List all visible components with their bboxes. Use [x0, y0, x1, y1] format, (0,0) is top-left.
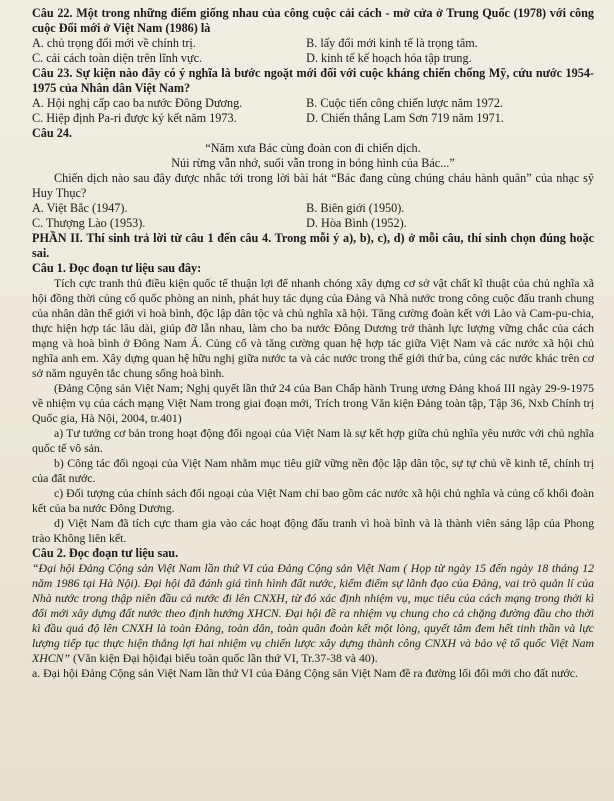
part-2-heading: PHẦN II. Thí sinh trả lời từ câu 1 đến câu 4. Trong mỗi ý a), b), c), d) ở mỗi câu, thí sinh chọn đúng hoặc sai.	[32, 231, 594, 260]
option-22-c: C. cải cách toàn diện trên lĩnh vực.	[32, 51, 203, 65]
question-22-options-row-1	[32, 36, 594, 51]
part-2-question-1-statement-d: d) Việt Nam đã tích cực tham gia vào các hoạt động đấu tranh vì hoà bình và là thành viên sáng lập của Phong trào Không liên kết.	[32, 516, 594, 545]
question-23	[32, 66, 594, 96]
part-2-question-1-label: Câu 1. Đọc đoạn tư liệu sau đây:	[32, 261, 202, 275]
option-24-d: D. Hòa Bình (1952).	[306, 216, 407, 230]
part-2-question-2-passage	[32, 561, 594, 666]
part-2-question-2-statement-a: a. Đại hội Đảng Cộng sản Việt Nam lần thứ VI của Đảng Cộng sản Việt Nam đề ra đường lối đổi mới cho đất nước.	[32, 666, 578, 680]
question-23-options-row-1	[32, 96, 594, 111]
part-2-question-2-source: (Văn kiện Đại hộiđại biểu toàn quốc lần thứ VI, Tr.37-38 và 40).	[70, 651, 378, 665]
question-23-options-row-2	[32, 111, 594, 126]
part-2-question-1-source: (Đảng Cộng sản Việt Nam; Nghị quyết lần thứ 24 của Ban Chấp hành Trung ương Đảng khoá III ngày 29-9-1975 về nhiệm vụ của cách mạng Việt Nam trong giai đoạn mới, Trích trong Văn kiện Đảng toàn tập, Tập 36, Nxb Chính trị Quốc gia, Hà Nội, 2004, tr.401)	[32, 381, 594, 425]
option-24-c: C. Thượng Lào (1953).	[32, 216, 146, 230]
option-23-d: D. Chiến thắng Lam Sơn 719 năm 1971.	[306, 111, 504, 125]
part-2-question-1-statement-b: b) Công tác đối ngoại của Việt Nam nhằm mục tiêu giữ vững nền độc lập dân tộc, sự tự chủ về kinh tế, chính trị của đất nước.	[32, 456, 594, 485]
question-22	[32, 6, 594, 36]
part-2-question-1-statement-a: a) Tư tưởng cơ bản trong hoạt động đối ngoại của Việt Nam là sự kết hợp giữa chủ nghĩa yêu nước với chủ nghĩa quốc tế vô sản.	[32, 426, 594, 455]
question-22-options-row-2	[32, 51, 594, 66]
option-22-d: D. kinh tế kế hoạch hóa tập trung.	[306, 51, 472, 65]
question-23-stem: Câu 23. Sự kiện nào đây có ý nghĩa là bước ngoặt mới đối với cuộc kháng chiến chống Mỹ, cứu nước 1954-1975 của Nhân dân Việt Nam?	[32, 66, 594, 95]
part-2-question-1-statement-c: c) Đối tượng của chính sách đối ngoại của Việt Nam chỉ bao gồm các nước xã hội chủ nghĩa và củng cố khối đoàn kết của ba nước Đông Dương.	[32, 486, 594, 515]
question-24-options-row-2	[32, 216, 594, 231]
question-24-options-row-1	[32, 201, 594, 216]
part-2-question-1-passage: Tích cực tranh thủ điều kiện quốc tế thuận lợi để nhanh chóng xây dựng cơ sở vật chất kĩ thuật của chủ nghĩa xã hội đồng thời củng cố quốc phòng an ninh, phát huy tác dụng của Đảng và Nhà nước trong công cuộc đấu tranh chung của nhân dân thế giới vì hoà bình, độc lập dân tộc và chủ nghĩa xã hội. Tăng cường đoàn kết với Lào và Cam-pu-chia, thực hiện hợp tác lâu dài, giúp đỡ lẫn nhau, làm cho ba nước Đông Dương trở thành lực lượng vững chắc của cách mạng và hoà bình ở Đông Nam Á. Củng cố và tăng cường quan hệ hợp tác giữa Việt Nam và các nước xã hội chủ nghĩa anh em. Xây dựng quan hệ hữu nghị giữa nước ta và các nước trong thế giới thứ ba, củng các nước khác trên cơ sở năm nguyên tắc chung sống hoà bình.	[32, 276, 594, 380]
option-22-b: B. lấy đổi mới kinh tế là trọng tâm.	[306, 36, 478, 50]
part-2-question-2-label: Câu 2. Đọc đoạn tư liệu sau.	[32, 546, 179, 560]
question-24-poem-line-1: “Năm xưa Bác cùng đoàn con đi chiến dịch.	[205, 141, 421, 155]
question-24-stem: Chiến dịch nào sau đây được nhắc tới trong lời bài hát “Bác đang cùng chúng cháu hành quân” của nhạc sỹ Huy Thục?	[32, 171, 594, 200]
option-24-b: B. Biên giới (1950).	[306, 201, 405, 215]
question-24-label: Câu 24.	[32, 126, 72, 140]
option-22-a: A. chủ trọng đổi mới về chính trị.	[32, 36, 196, 50]
option-24-a: A. Việt Bắc (1947).	[32, 201, 128, 215]
option-23-b: B. Cuộc tiến công chiến lược năm 1972.	[306, 96, 503, 110]
option-23-c: C. Hiệp định Pa-ri được ký kết năm 1973.	[32, 111, 237, 125]
option-23-a: A. Hội nghị cấp cao ba nước Đông Dương.	[32, 96, 243, 110]
part-2-question-2-quote: “Đại hội Đảng Cộng sản Việt Nam lần thứ VI của Đảng Cộng sản Việt Nam ( Họp từ ngày 15 đến ngày 18 tháng 12 năm 1986 tại Hà Nội). Đại hội đã đánh giá tình hình đất nước, kiểm điểm sự lãnh đạo của Đảng, vai trò quản lí của Nhà nước trong thập niên đầu cả nước đi lên CNXH, từ đó xác định nhiệm vụ, mục tiêu của cách mạng trong thời kì đổi mới xây dựng đất nước theo định hướng XHCN. Đại hội đề ra nhiệm vụ chung cho cả chặng đường đầu cho thời kì đầu quá độ lên CNXH là toàn Đảng, toàn dân, toàn quân đoàn kết một lòng, quyết tâm đem hết tinh thần và lực lượng tiếp tục thực hiện thắng lợi hai nhiệm vụ chiến lược xây dựng thành công CNXH và bảo vệ tổ quốc Việt Nam XHCN”	[32, 561, 594, 665]
question-24-poem-line-2: Núi rừng vẫn nhớ, suối vẫn trong in bóng hình của Bác...”	[171, 156, 455, 170]
question-22-stem: Câu 22. Một trong những điểm giống nhau của công cuộc cải cách - mở cửa ở Trung Quốc (1978) với công cuộc Đổi mới ở Việt Nam (1986) là	[32, 6, 594, 35]
